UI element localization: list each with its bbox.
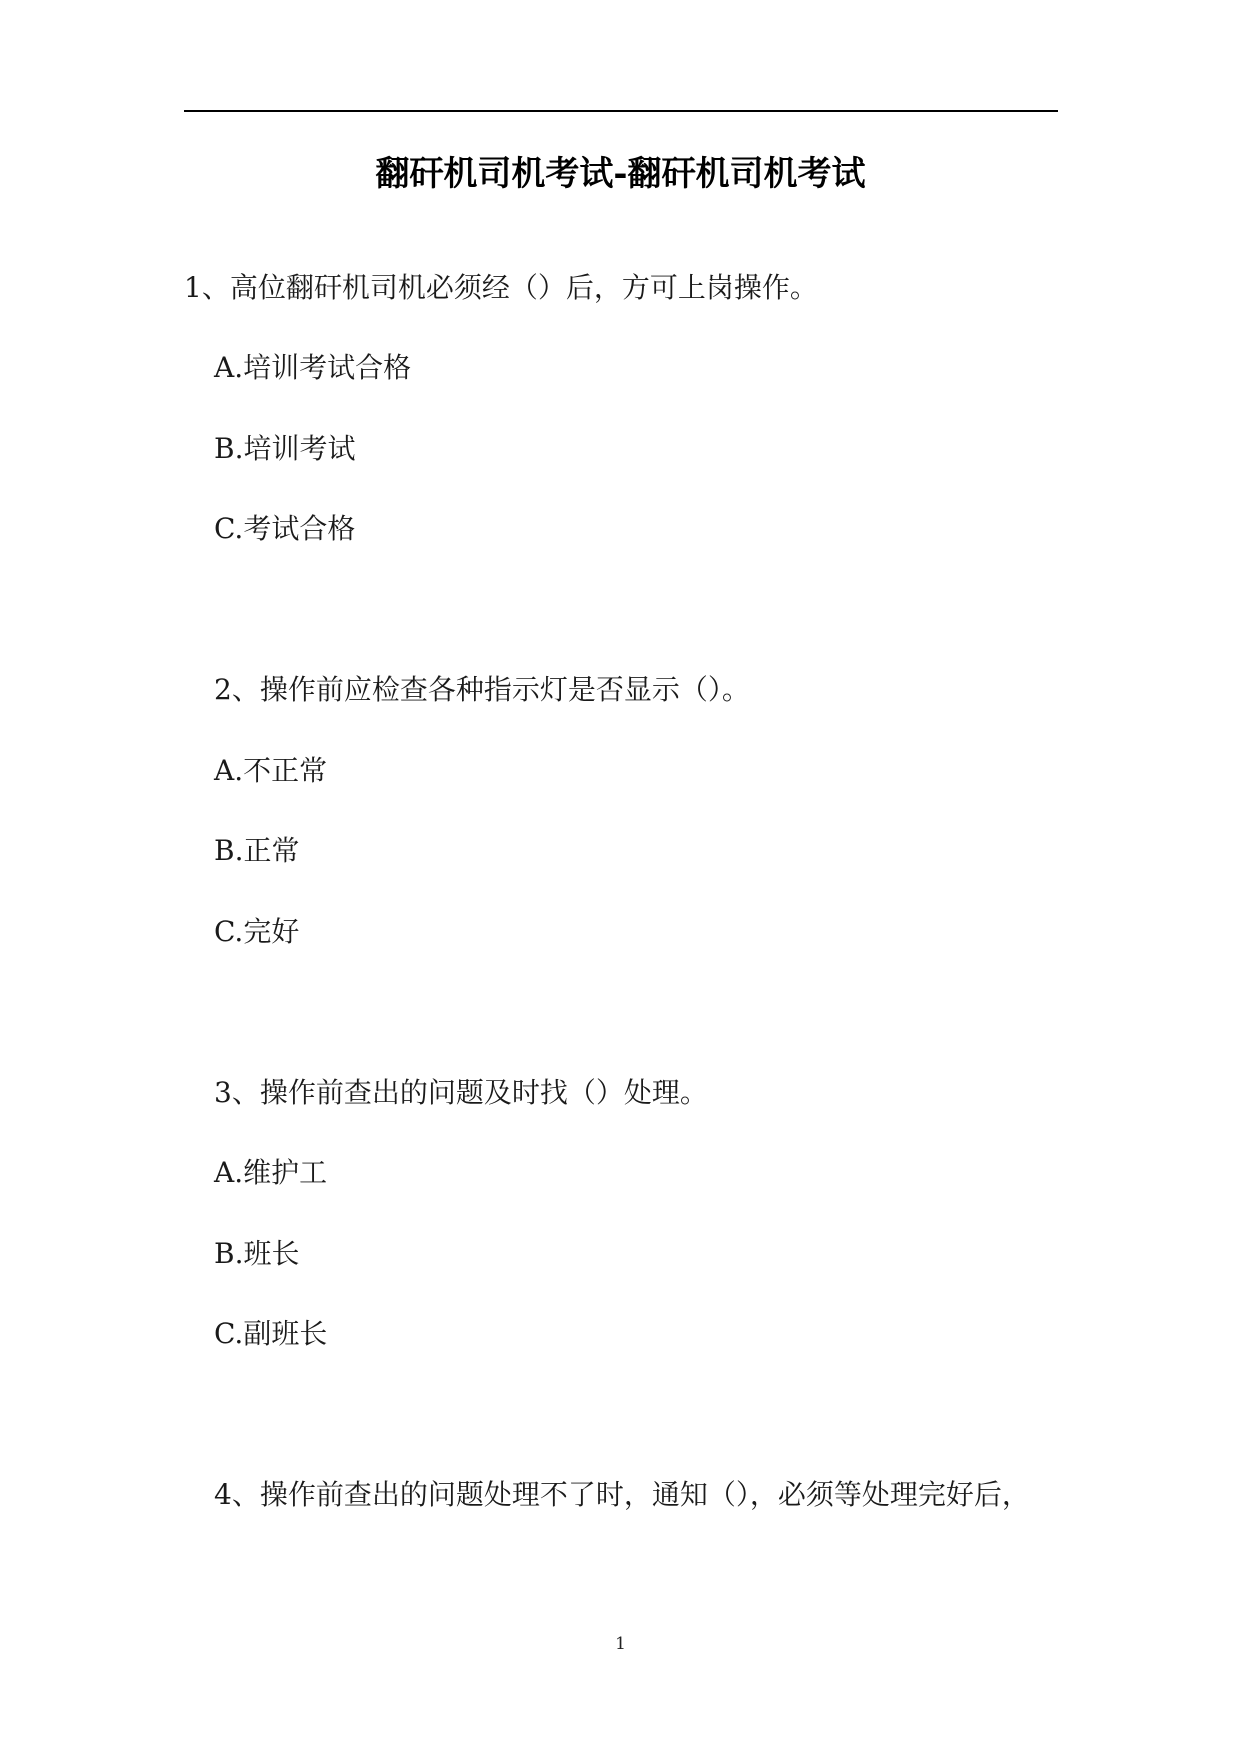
question-4-text: 4、操作前查出的问题处理不了时，通知（），必须等处理完好后，: [214, 1478, 1030, 1511]
question-2-option-a: A.不正常: [214, 754, 328, 787]
question-3-option-c: C.副班长: [214, 1317, 328, 1350]
question-1-text: 1、高位翻矸机司机必须经（）后，方可上岗操作。: [184, 271, 818, 304]
question-1-option-b: B.培训考试: [214, 432, 356, 465]
question-3-option-a: A.维护工: [214, 1156, 328, 1189]
page-number: 1: [615, 1634, 626, 1654]
question-1-option-c: C.考试合格: [214, 512, 356, 545]
question-3-text: 3、操作前查出的问题及时找（）处理。: [214, 1076, 708, 1109]
question-2-option-b: B.正常: [214, 834, 300, 867]
header-rule: [184, 110, 1058, 112]
question-2-text: 2、操作前应检查各种指示灯是否显示（）。: [214, 673, 750, 706]
document-title: 翻矸机司机考试-翻矸机司机考试: [375, 154, 866, 194]
question-3-option-b: B.班长: [214, 1237, 300, 1270]
question-1-option-a: A.培训考试合格: [214, 351, 412, 384]
question-2-option-c: C.完好: [214, 915, 300, 948]
